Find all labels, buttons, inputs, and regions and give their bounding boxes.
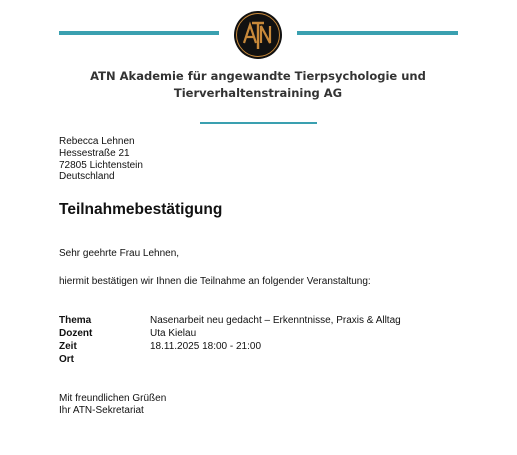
closing-block (59, 393, 166, 417)
intro-text: hiermit bestätigen wir Ihnen die Teilnahme an folgender Veranstaltung: (59, 276, 371, 287)
closing-sender: Ihr ATN-Sekretariat (59, 405, 144, 416)
recipient-country: Deutschland (59, 171, 115, 183)
event-value-time: 18.11.2025 18:00 - 21:00 (150, 341, 262, 352)
header-divider (200, 122, 317, 124)
recipient-name: Rebecca Lehnen (59, 136, 135, 147)
event-value-topic: Nasenarbeit neu gedacht – Erkenntnisse, Praxis & Alltag (150, 315, 401, 326)
salutation: Sehr geehrte Frau Lehnen, (59, 248, 180, 259)
event-label-time: Zeit (59, 341, 77, 352)
event-details (59, 314, 401, 366)
header-rule-left (59, 31, 219, 35)
document-title: Teilnahmebestätigung (59, 201, 223, 218)
closing-greeting: Mit freundlichen Grüßen (59, 393, 167, 404)
recipient-city: 72805 Lichtenstein (59, 159, 143, 171)
recipient-address (59, 136, 143, 183)
event-value-lecturer: Uta Kielau (150, 328, 197, 339)
header-rule-right (297, 31, 458, 35)
recipient-street: Hessestraße 21 (59, 147, 130, 159)
event-row-topic (59, 314, 401, 327)
event-label-lecturer: Dozent (59, 328, 93, 339)
event-label-topic: Thema (59, 315, 92, 326)
organization-name-line2: Tierverhaltenstraining AG (173, 86, 343, 100)
organization-name-line1: ATN Akademie für angewandte Tierpsychologie und (90, 69, 426, 83)
event-row-lecturer (59, 327, 401, 340)
organization-name (90, 68, 426, 102)
event-row-time (59, 340, 401, 353)
event-row-location (59, 353, 401, 366)
event-label-location: Ort (59, 354, 74, 365)
atn-logo (233, 10, 283, 60)
